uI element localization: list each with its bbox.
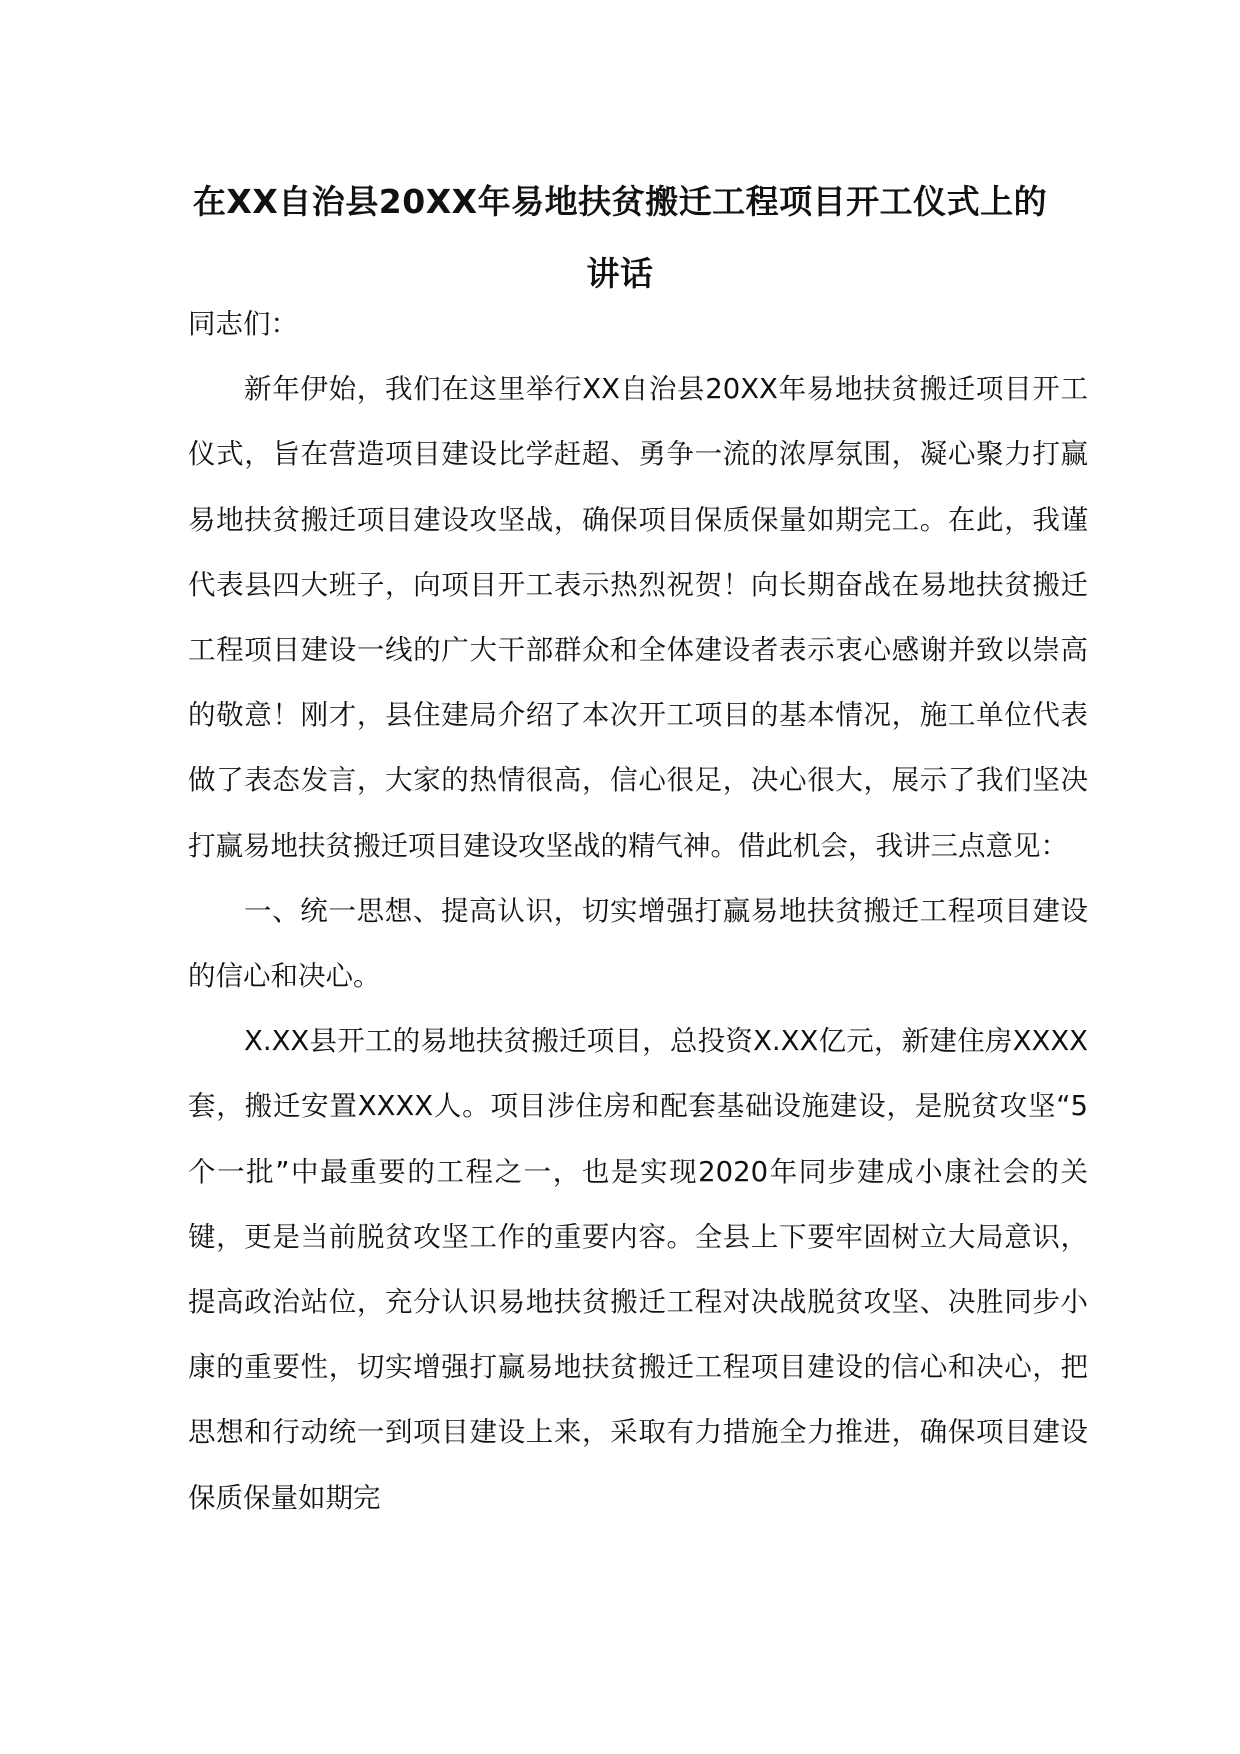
salutation: 同志们：: [188, 308, 298, 340]
paragraph-opening: 新年伊始，我们在这里举行XX自治县20XX年易地扶贫搬迁项目开工仪式，旨在营造项目建设比学赶超、勇争一流的浓厚氛围，凝心聚力打赢易地扶贫搬迁项目建设攻坚战，确保项目保质保量如期完工。在此，我谨代表县四大班子，向项目开工表示热烈祝贺！向长期奋战在易地扶贫搬迁工程项目建设一线的广大干部群众和全体建设者表示衷心感谢并致以崇高的敬意！刚才，县住建局介绍了本次开工项目的基本情况，施工单位代表做了表态发言，大家的热情很高，信心很足，决心很大，展示了我们坚决打赢易地扶贫搬迁项目建设攻坚战的精气神。借此机会，我讲三点意见：: [188, 373, 1088, 862]
document-title: 在XX自治县20XX年易地扶贫搬迁工程项目开工仪式上的讲话: [192, 182, 1048, 293]
document-body: [188, 292, 1088, 1531]
paragraph-project-overview: X.XX县开工的易地扶贫搬迁项目，总投资X.XX亿元，新建住房XXXX套，搬迁安置XXXX人。项目涉住房和配套基础设施建设，是脱贫攻坚“5个一批”中最重要的工程之一，也是实现2020年同步建成小康社会的关键，更是当前脱贫攻坚工作的重要内容。全县上下要牢固树立大局意识，提高政治站位，充分认识易地扶贫搬迁工程对决战脱贫攻坚、决胜同步小康的重要性，切实增强打赢易地扶贫搬迁工程项目建设的信心和决心，把思想和行动统一到项目建设上来，采取有力措施全力推进，确保项目建设保质保量如期完: [188, 1025, 1088, 1514]
paragraph-heading-1: 一、统一思想、提高认识，切实增强打赢易地扶贫搬迁工程项目建设的信心和决心。: [188, 894, 1088, 993]
